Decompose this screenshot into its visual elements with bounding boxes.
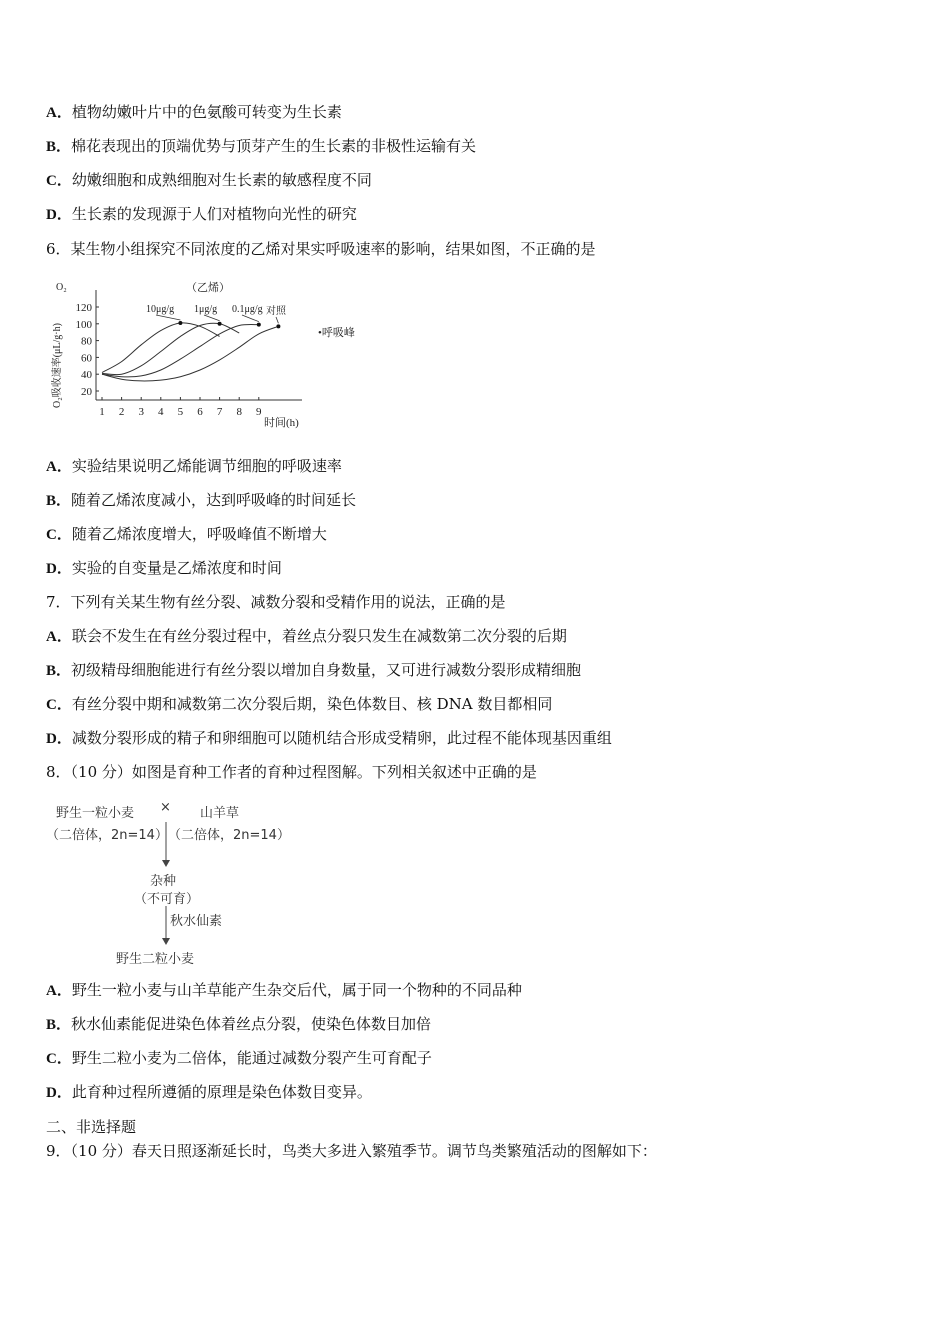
peak-leader [204, 315, 220, 321]
series-label: 0.1μg/g [232, 304, 263, 315]
q7-option-d: D．减数分裂形成的精子和卵细胞可以随机结合形成受精卵，此过程不能体现基因重组 [46, 729, 612, 747]
chart-title: （乙烯） [186, 282, 230, 294]
q8-option-b: B．秋水仙素能促进染色体着丝点分裂，使染色体数目加倍 [46, 1015, 432, 1033]
q7-option-b: B．初级精母细胞能进行有丝分裂以增加自身数量，又可进行减数分裂形成精细胞 [46, 661, 582, 679]
arrowhead-2 [162, 938, 170, 945]
series-curve-3 [102, 326, 278, 381]
q6-stem: 6．某生物小组探究不同浓度的乙烯对果实呼吸速率的影响，结果如图，不正确的是 [46, 240, 596, 258]
breeding-diagram [46, 796, 296, 968]
hybrid-note: （不可育） [134, 892, 200, 907]
series-curve-2 [102, 325, 259, 377]
q5-option-c: C．幼嫩细胞和成熟细胞对生长素的敏感程度不同 [46, 171, 372, 189]
section-heading: 二、非选择题 [46, 1118, 137, 1136]
q8-option-a: A．野生一粒小麦与山羊草能产生杂交后代，属于同一个物种的不同品种 [46, 981, 522, 999]
series-label: 对照 [266, 306, 286, 317]
hybrid-label: 杂种 [150, 874, 177, 889]
parent2-label: 山羊草 [200, 806, 240, 821]
parent2-note: （二倍体，2n=14） [168, 828, 290, 843]
parent1-note: （二倍体，2n=14） [46, 828, 168, 843]
arrowhead-1 [162, 860, 170, 867]
series-label: 1μg/g [194, 304, 218, 315]
x-tick-label: 9 [256, 406, 262, 418]
peak-leader [156, 315, 180, 320]
x-tick-label: 5 [177, 406, 184, 418]
x-axis-label: 时间(h) [264, 417, 299, 429]
y-axis-symbol: O₂ [56, 282, 67, 293]
peak-point [218, 322, 222, 326]
q5-option-a: A．植物幼嫩叶片中的色氨酸可转变为生长素 [46, 103, 342, 121]
series-label: 10μg/g [146, 304, 175, 315]
peak-leader [276, 317, 278, 323]
series-curve-1 [102, 323, 239, 374]
cross-symbol: × [160, 800, 171, 815]
q7-stem: 7．下列有关某生物有丝分裂、减数分裂和受精作用的说法，正确的是 [46, 593, 506, 611]
peak-point [276, 324, 280, 328]
x-tick-label: 7 [216, 406, 223, 418]
x-tick-label: 2 [118, 406, 125, 418]
q5-option-b: B．棉花表现出的顶端优势与顶芽产生的生长素的非极性运输有关 [46, 137, 477, 155]
q8-option-d: D．此育种过程所遵循的原理是染色体数目变异。 [46, 1083, 372, 1101]
q6-option-c: C．随着乙烯浓度增大，呼吸峰值不断增大 [46, 525, 327, 543]
q7-option-c: C．有丝分裂中期和减数第二次分裂后期，染色体数目、核 DNA 数目都相同 [46, 695, 553, 713]
x-tick-label: 3 [138, 406, 144, 418]
result-label: 野生二粒小麦 [116, 952, 195, 967]
q7-option-a: A．联会不发生在有丝分裂过程中，着丝点分裂只发生在减数第二次分裂的后期 [46, 627, 567, 645]
x-tick-label: 4 [158, 406, 164, 418]
x-tick-label: 6 [197, 406, 203, 418]
peak-point [178, 321, 182, 325]
q6-option-a: A．实验结果说明乙烯能调节细胞的呼吸速率 [46, 457, 342, 475]
peak-leader [242, 315, 259, 322]
y-axis-label: O₂吸收速率(μL/g·h) [52, 323, 63, 408]
y-tick-label: 40 [81, 369, 92, 382]
q8-option-c: C．野生二粒小麦为二倍体，能通过减数分裂产生可育配子 [46, 1049, 432, 1067]
ethylene-respiration-chart [50, 278, 390, 430]
legend-peak-marker: •呼吸峰 [318, 327, 355, 339]
y-tick-label: 60 [81, 352, 92, 365]
q5-option-d: D．生长素的发现源于人们对植物向光性的研究 [46, 205, 357, 223]
series-curve-0 [102, 323, 220, 373]
y-tick-label: 80 [81, 335, 92, 348]
q9-stem: 9．（10 分）春天日照逐渐延长时，鸟类大多进入繁殖季节。调节鸟类繁殖活动的图解如下： [46, 1142, 657, 1160]
x-tick-label: 1 [99, 406, 105, 418]
parent1-label: 野生一粒小麦 [56, 806, 135, 821]
q6-option-d: D．实验的自变量是乙烯浓度和时间 [46, 559, 282, 577]
y-tick-label: 100 [75, 318, 92, 331]
q8-stem: 8．（10 分）如图是育种工作者的育种过程图解。下列相关叙述中正确的是 [46, 763, 537, 781]
q6-option-b: B．随着乙烯浓度减小，达到呼吸峰的时间延长 [46, 491, 357, 509]
x-tick-label: 8 [236, 406, 242, 418]
treatment-label: 秋水仙素 [170, 914, 223, 929]
y-tick-label: 120 [75, 302, 92, 314]
y-tick-label: 20 [81, 386, 92, 398]
peak-point [257, 323, 261, 327]
